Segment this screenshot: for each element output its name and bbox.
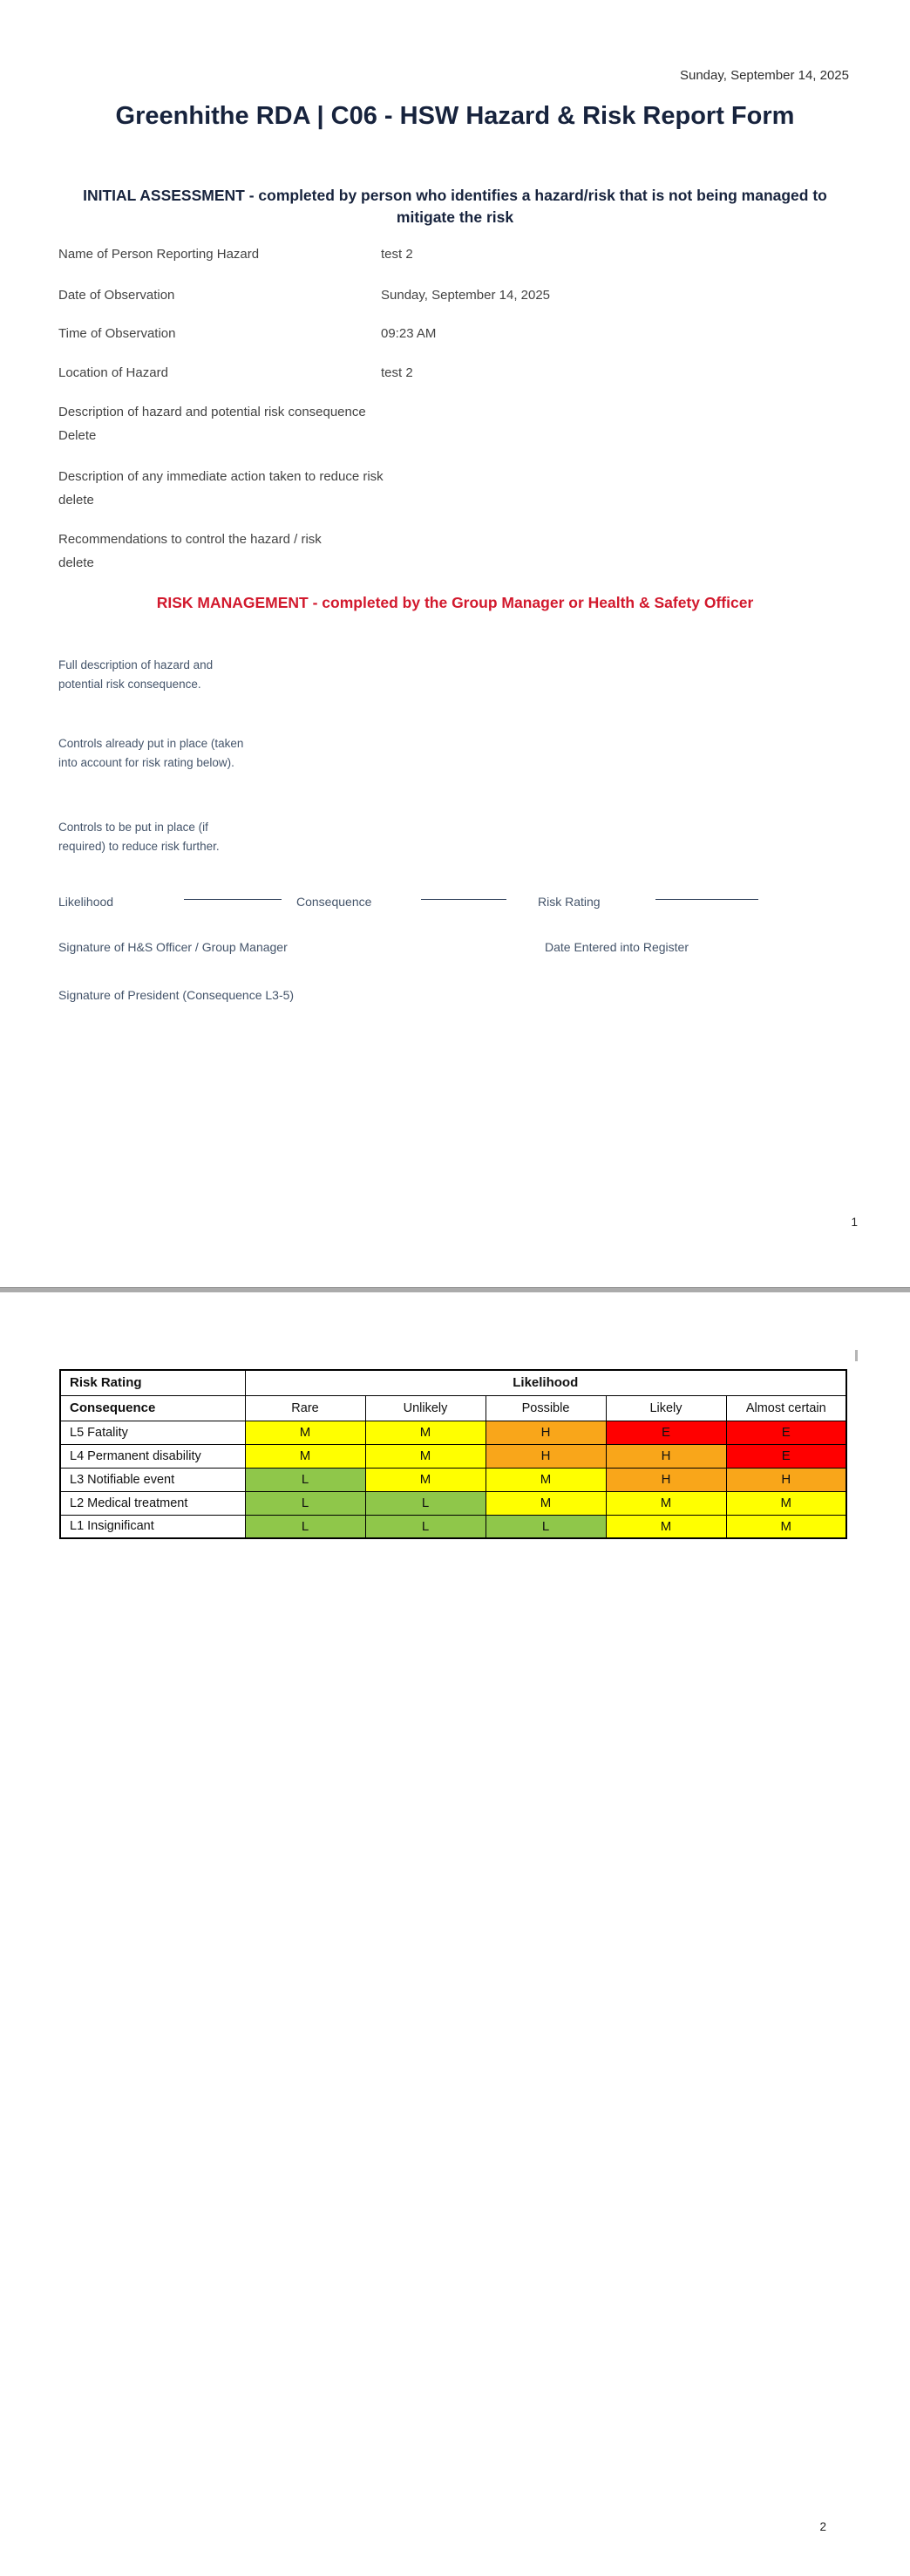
matrix-consequence-header: Consequence <box>60 1395 245 1421</box>
matrix-cell: M <box>486 1468 606 1491</box>
signature-hs-officer-label: Signature of H&S Officer / Group Manager <box>58 940 288 954</box>
consequence-label: Consequence <box>296 895 372 909</box>
prompt-full-description: Full description of hazard and potential risk consequence. <box>58 658 214 691</box>
page-2 <box>0 1292 910 2576</box>
matrix-cell: L <box>486 1515 606 1538</box>
matrix-cell: L <box>245 1468 365 1491</box>
field-label-location: Location of Hazard <box>58 365 168 380</box>
matrix-row-label: L4 Permanent disability <box>60 1444 245 1468</box>
matrix-row-l1 <box>60 1515 846 1538</box>
risk-management-heading: RISK MANAGEMENT - completed by the Group Manager or Health & Safety Officer <box>156 594 754 611</box>
matrix-cell: H <box>606 1444 726 1468</box>
matrix-cell: E <box>726 1444 846 1468</box>
matrix-row-label: L3 Notifiable event <box>60 1468 245 1491</box>
matrix-cell: M <box>606 1515 726 1538</box>
matrix-header-row-2 <box>60 1395 846 1421</box>
block-label-immediate-action: Description of any immediate action taken to reduce risk <box>58 469 384 484</box>
matrix-cell: E <box>726 1421 846 1444</box>
matrix-cell: L <box>245 1491 365 1515</box>
field-value-time: 09:23 AM <box>381 326 437 341</box>
matrix-cell: H <box>486 1444 606 1468</box>
matrix-cell: H <box>486 1421 606 1444</box>
field-value-location: test 2 <box>381 365 413 380</box>
matrix-row-label: L5 Fatality <box>60 1421 245 1444</box>
block-value-recommendations: delete <box>58 555 94 570</box>
header-date: Sunday, September 14, 2025 <box>679 68 849 83</box>
matrix-cell: M <box>245 1444 365 1468</box>
block-value-immediate-action: delete <box>58 493 94 508</box>
signature-president-label: Signature of President (Consequence L3-5) <box>58 988 295 1002</box>
consequence-fill-line <box>421 884 506 900</box>
page-number-1: 1 <box>851 1216 858 1229</box>
matrix-col-header-likely: Likely <box>606 1395 726 1421</box>
matrix-likelihood-header: Likelihood <box>245 1370 846 1395</box>
block-value-hazard-description: Delete <box>58 428 97 443</box>
field-label-name: Name of Person Reporting Hazard <box>58 247 260 262</box>
risk-matrix-table <box>59 1369 847 1539</box>
prompt-controls-to-add: Controls to be put in place (if required) to reduce risk further. <box>58 821 220 853</box>
prompt-controls-in-place: Controls already put in place (taken into account for risk rating below). <box>58 737 244 769</box>
matrix-header-row-1 <box>60 1370 846 1395</box>
matrix-cell: E <box>606 1421 726 1444</box>
field-value-name: test 2 <box>381 247 413 262</box>
matrix-row-label: L1 Insignificant <box>60 1515 245 1538</box>
matrix-cell: M <box>726 1515 846 1538</box>
matrix-row-label: L2 Medical treatment <box>60 1491 245 1515</box>
page-1 <box>0 0 910 1287</box>
risk-rating-label: Risk Rating <box>538 895 601 909</box>
risk-management-row <box>0 594 910 612</box>
page-number-2: 2 <box>819 2520 826 2533</box>
matrix-col-header-almost-certain: Almost certain <box>726 1395 846 1421</box>
matrix-cell: H <box>606 1468 726 1491</box>
matrix-cell: M <box>726 1491 846 1515</box>
matrix-cell: M <box>606 1491 726 1515</box>
matrix-cell: M <box>365 1421 486 1444</box>
matrix-row-l4 <box>60 1444 846 1468</box>
initial-assessment-heading: INITIAL ASSESSMENT - completed by person who identifies a hazard/risk that is not being managed to mitigate the risk <box>83 187 827 226</box>
matrix-corner-label: Risk Rating <box>60 1370 245 1395</box>
page-title: Greenhithe RDA | C06 - HSW Hazard & Risk Report Form <box>115 102 795 130</box>
initial-assessment-row <box>0 185 910 228</box>
field-value-date: Sunday, September 14, 2025 <box>381 288 551 303</box>
matrix-col-header-possible: Possible <box>486 1395 606 1421</box>
matrix-cell: M <box>365 1468 486 1491</box>
risk-matrix <box>59 1369 847 1539</box>
matrix-cell: L <box>365 1515 486 1538</box>
matrix-col-header-rare: Rare <box>245 1395 365 1421</box>
matrix-col-header-unlikely: Unlikely <box>365 1395 486 1421</box>
image-handle-artifact <box>855 1350 858 1361</box>
risk-rating-fill-line <box>655 884 758 900</box>
matrix-cell: L <box>245 1515 365 1538</box>
field-label-time: Time of Observation <box>58 326 176 341</box>
likelihood-label: Likelihood <box>58 895 114 909</box>
date-entered-register-label: Date Entered into Register <box>545 940 689 954</box>
matrix-cell: L <box>365 1491 486 1515</box>
likelihood-fill-line <box>184 884 282 900</box>
matrix-row-l5 <box>60 1421 846 1444</box>
matrix-cell: M <box>365 1444 486 1468</box>
matrix-row-l2 <box>60 1491 846 1515</box>
matrix-cell: M <box>486 1491 606 1515</box>
matrix-cell: M <box>245 1421 365 1444</box>
block-label-hazard-description: Description of hazard and potential risk consequence <box>58 405 366 419</box>
block-label-recommendations: Recommendations to control the hazard / risk <box>58 532 322 547</box>
field-label-date: Date of Observation <box>58 288 175 303</box>
matrix-cell: H <box>726 1468 846 1491</box>
matrix-row-l3 <box>60 1468 846 1491</box>
title-row <box>0 99 910 133</box>
